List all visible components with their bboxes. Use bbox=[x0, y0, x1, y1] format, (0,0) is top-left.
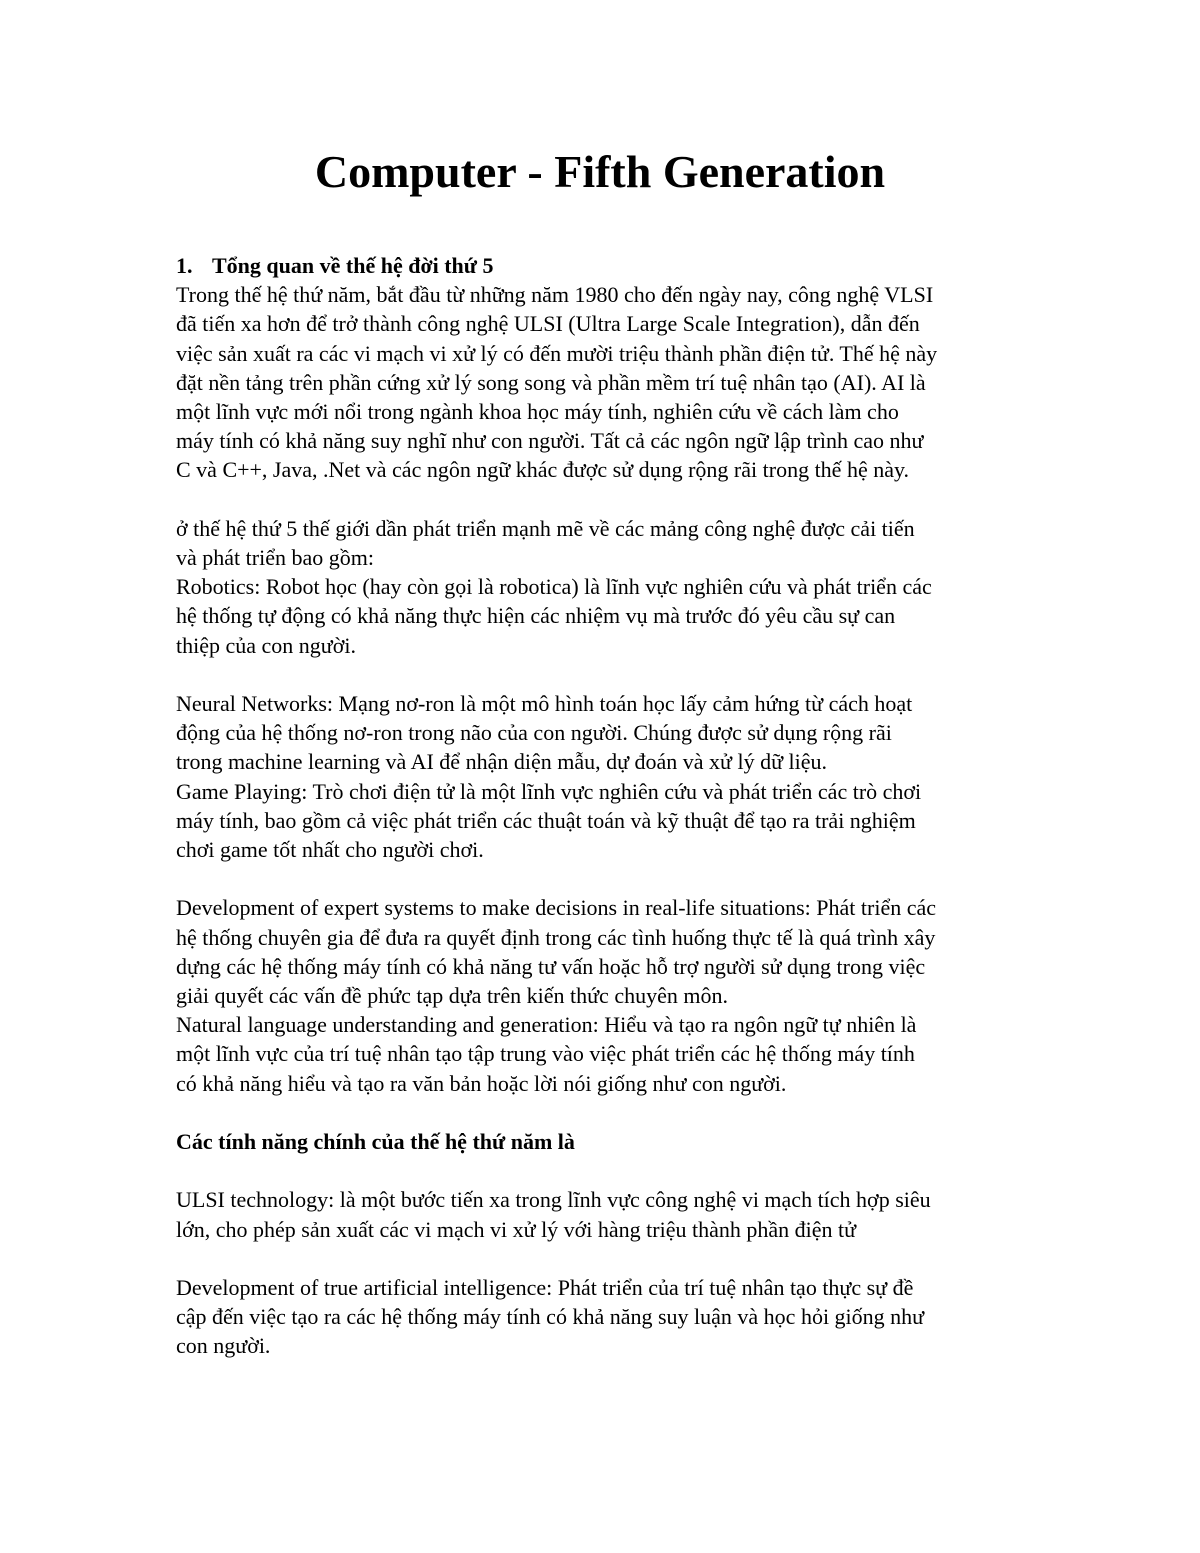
paragraph-natural-language bbox=[176, 1010, 1056, 1098]
text-line: đặt nền tảng trên phần cứng xử lý song song và phần mềm trí tuệ nhân tạo (AI). AI là bbox=[176, 369, 926, 395]
page-title: Computer - Fifth Generation bbox=[314, 146, 886, 197]
text-line: có khả năng hiểu và tạo ra văn bản hoặc lời nói giống như con người. bbox=[176, 1070, 787, 1096]
text-line: hệ thống chuyên gia để đưa ra quyết định trong các tình huống thực tế là quá trình xây bbox=[176, 924, 936, 950]
section-heading bbox=[176, 251, 1056, 280]
paragraph-intro bbox=[176, 514, 1056, 572]
text-line: việc sản xuất ra các vi mạch vi xử lý có đến mười triệu thành phần điện tử. Thế hệ này bbox=[176, 340, 938, 366]
text-line: C và C++, Java, .Net và các ngôn ngữ khác được sử dụng rộng rãi trong thế hệ này. bbox=[176, 457, 910, 483]
text-line: Development of true artificial intelligence: Phát triển của trí tuệ nhân tạo thực sự đề bbox=[176, 1275, 914, 1301]
text-line: động của hệ thống nơ-ron trong não của con người. Chúng được sử dụng rộng rãi bbox=[176, 720, 892, 746]
text-line: và phát triển bao gồm: bbox=[176, 545, 374, 571]
text-line: con người. bbox=[176, 1333, 271, 1359]
text-line: dựng các hệ thống máy tính có khả năng tư vấn hoặc hỗ trợ người sử dụng trong việc bbox=[176, 953, 926, 979]
text-line: Natural language understanding and generation: Hiểu và tạo ra ngôn ngữ tự nhiên là bbox=[176, 1012, 917, 1038]
text-line: cập đến việc tạo ra các hệ thống máy tính có khả năng suy luận và học hỏi giống như bbox=[176, 1304, 925, 1330]
blank-line bbox=[176, 660, 1056, 689]
text-line: ở thế hệ thứ 5 thế giới dần phát triển mạnh mẽ về các mảng công nghệ được cải tiến bbox=[176, 515, 915, 541]
blank-line bbox=[176, 1244, 1056, 1273]
text-line: một lĩnh vực của trí tuệ nhân tạo tập trung vào việc phát triển các hệ thống máy tính bbox=[176, 1041, 915, 1067]
blank-line bbox=[176, 1156, 1056, 1185]
text-line: hệ thống tự động có khả năng thực hiện các nhiệm vụ mà trước đó yêu cầu sự can bbox=[176, 603, 896, 629]
paragraph-robotics bbox=[176, 572, 1056, 660]
paragraph-expert-systems bbox=[176, 893, 1056, 1010]
text-line: chơi game tốt nhất cho người chơi. bbox=[176, 837, 484, 863]
section-heading-text: Tổng quan về thế hệ đời thứ 5 bbox=[212, 253, 494, 278]
paragraph-game-playing bbox=[176, 777, 1056, 865]
text-line: lớn, cho phép sản xuất các vi mạch vi xử lý với hàng triệu thành phần điện tử bbox=[176, 1216, 857, 1242]
text-line: Robotics: Robot học (hay còn gọi là robotica) là lĩnh vực nghiên cứu và phát triển các bbox=[176, 574, 932, 600]
blank-line bbox=[176, 1098, 1056, 1127]
text-line: máy tính, bao gồm cả việc phát triển các thuật toán và kỹ thuật để tạo ra trải nghiệm bbox=[176, 807, 916, 833]
blank-line bbox=[176, 485, 1056, 514]
features-heading: Các tính năng chính của thế hệ thứ năm là bbox=[176, 1129, 575, 1155]
text-line: máy tính có khả năng suy nghĩ như con người. Tất cả các ngôn ngữ lập trình cao như bbox=[176, 428, 924, 454]
paragraph-ulsi bbox=[176, 1185, 1056, 1243]
text-line: một lĩnh vực mới nổi trong ngành khoa học máy tính, nghiên cứu về cách làm cho bbox=[176, 399, 899, 425]
paragraph-overview bbox=[176, 280, 1056, 484]
document-body bbox=[176, 251, 1056, 1361]
text-line: giải quyết các vấn đề phức tạp dựa trên kiến thức chuyên môn. bbox=[176, 983, 728, 1009]
section-number: 1. bbox=[176, 253, 193, 278]
text-line: Game Playing: Trò chơi điện tử là một lĩnh vực nghiên cứu và phát triển các trò chơi bbox=[176, 778, 922, 804]
paragraph-true-ai bbox=[176, 1273, 1056, 1361]
text-line: Neural Networks: Mạng nơ-ron là một mô hình toán học lấy cảm hứng từ cách hoạt bbox=[176, 691, 913, 717]
text-line: trong machine learning và AI để nhận diện mẫu, dự đoán và xử lý dữ liệu. bbox=[176, 749, 827, 775]
text-line: ULSI technology: là một bước tiến xa trong lĩnh vực công nghệ vi mạch tích hợp siêu bbox=[176, 1187, 931, 1213]
text-line: Development of expert systems to make decisions in real-life situations: Phát triển các bbox=[176, 895, 937, 921]
text-line: đã tiến xa hơn để trở thành công nghệ ULSI (Ultra Large Scale Integration), dẫn đến bbox=[176, 311, 920, 337]
blank-line bbox=[176, 864, 1056, 893]
text-line: thiệp của con người. bbox=[176, 632, 356, 658]
text-line: Trong thế hệ thứ năm, bắt đầu từ những năm 1980 cho đến ngày nay, công nghệ VLSI bbox=[176, 282, 934, 308]
paragraph-neural-networks bbox=[176, 689, 1056, 777]
